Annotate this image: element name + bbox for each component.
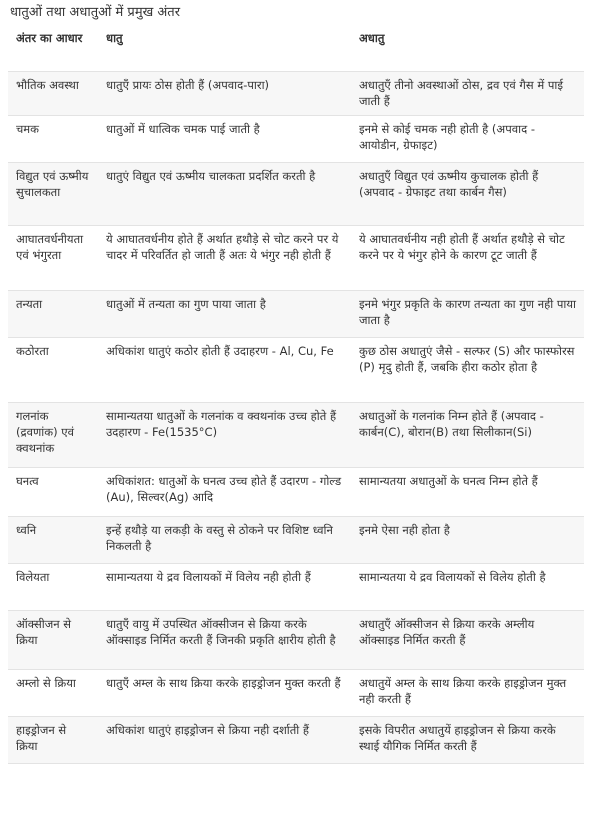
cell-nonmetal: अधातुओं के गलनांक निम्न होते हैं (अपवाद - कार्बन(C), बोरान(B) तथा सिलीकान(Si) [351,403,584,468]
cell-nonmetal: सामान्यतया अधातुओं के घनत्व निम्न होते हैं [351,468,584,517]
table-row [8,338,584,403]
cell-metal: धातुएं विद्युत एवं ऊष्मीय चालकता प्रदर्शित करती है [98,163,351,226]
table-row [8,670,584,717]
cell-metal: अधिकांश धातुएं कठोर होती हैं उदाहरण - Al, Cu, Fe [98,338,351,403]
cell-basis: गलनांक (द्रवणांक) एवं क्वथनांक [8,403,98,468]
cell-metal: सामान्यतया धातुओं के गलनांक व क्वथनांक उच्च होते हैं उदहारण - Fe(1535°C) [98,403,351,468]
cell-basis: विद्युत एवं ऊष्मीय सुचालकता [8,163,98,226]
cell-nonmetal: इनमे भंगुर प्रकृति के कारण तन्यता का गुण नही पाया जाता है [351,291,584,338]
cell-nonmetal: अधातुएँ विद्युत एवं ऊष्मीय कुचालक होती हैं (अपवाद - ग्रेफाइट तथा कार्बन गैस) [351,163,584,226]
table-row [8,468,584,517]
table-row [8,564,584,611]
cell-metal: धातुओं में तन्यता का गुण पाया जाता है [98,291,351,338]
cell-metal: धातुएँ प्रायः ठोस होती हैं (अपवाद-पारा) [98,72,351,116]
cell-basis: ध्वनि [8,517,98,564]
cell-basis: विलेयता [8,564,98,611]
table-row [8,517,584,564]
table-row [8,717,584,764]
cell-nonmetal: सामान्यतया ये द्रव विलायकों से विलेय होती है [351,564,584,611]
column-header-nonmetal: अधातु [351,22,584,72]
table-row [8,403,584,468]
table-row [8,291,584,338]
table-row [8,226,584,291]
cell-basis: कठोरता [8,338,98,403]
cell-metal: सामान्यतया ये द्रव विलायकों में विलेय नही होती हैं [98,564,351,611]
cell-nonmetal: इसके विपरीत अधातुयें हाइड्रोजन से क्रिया करके स्थाई यौगिक निर्मित करती हैं [351,717,584,764]
table-row [8,163,584,226]
cell-nonmetal: इनमे से कोई चमक नही होती है (अपवाद - आयोडीन, ग्रेफाइट) [351,116,584,163]
table-row [8,72,584,116]
cell-metal: धातुओं में धात्विक चमक पाई जाती है [98,116,351,163]
cell-nonmetal: कुछ ठोस अधातुएं जैसे - सल्फर (S) और फास्फोरस (P) मृदु होती हैं, जबकि हीरा कठोर होता है [351,338,584,403]
cell-metal: धातुएँ अम्ल के साथ क्रिया करके हाइड्रोजन मुक्त करती हैं [98,670,351,717]
cell-nonmetal: अधातुएँ तीनो अवस्थाओं ठोस, द्रव एवं गैस में पाई जाती हैं [351,72,584,116]
column-header-basis: अंतर का आधार [8,22,98,72]
cell-basis: तन्यता [8,291,98,338]
table-header-row [8,22,584,72]
table-body [8,72,584,764]
page-title: धातुओं तथा अधातुओं में प्रमुख अंतर [10,5,181,20]
table-row [8,611,584,670]
cell-basis: घनत्व [8,468,98,517]
cell-nonmetal: अधातुयें अम्ल के साथ क्रिया करके हाइड्रोजन मुक्त नही करती हैं [351,670,584,717]
cell-basis: हाइड्रोजन से क्रिया [8,717,98,764]
cell-basis: ऑक्सीजन से क्रिया [8,611,98,670]
cell-nonmetal: अधातुएँ ऑक्सीजन से क्रिया करके अम्लीय ऑक्साइड निर्मित करती हैं [351,611,584,670]
cell-nonmetal: ये आघातवर्धनीय नही होती हैं अर्थात हथौड़े से चोट करने पर ये भंगुर होने के कारण टूट जाती हैं [351,226,584,291]
cell-basis: अम्लो से क्रिया [8,670,98,717]
table-row [8,116,584,163]
cell-nonmetal: इनमे ऐसा नही होता है [351,517,584,564]
cell-metal: अधिकांश धातुएं हाइड्रोजन से क्रिया नही दर्शाती हैं [98,717,351,764]
cell-metal: धातुएँ वायु में उपस्थित ऑक्सीजन से क्रिया करके ऑक्साइड निर्मित करती हैं जिनकी प्रकृति क्षारीय होती है [98,611,351,670]
cell-basis: आघातवर्धनीयता एवं भंगुरता [8,226,98,291]
cell-metal: ये आघातवर्धनीय होते हैं अर्थात हथौड़े से चोट करने पर ये चादर में परिवर्तित हो जाती हैं अतः ये भंगुर नही होती हैं [98,226,351,291]
column-header-metal: धातु [98,22,351,72]
cell-metal: अधिकांशत: धातुओं के घनत्व उच्च होते हैं उदारण - गोल्ड (Au), सिल्वर(Ag) आदि [98,468,351,517]
cell-metal: इन्हें हथौड़े या लकड़ी के वस्तु से ठोकने पर विशिष्ट ध्वनि निकलती है [98,517,351,564]
cell-basis: चमक [8,116,98,163]
cell-basis: भौतिक अवस्था [8,72,98,116]
comparison-table [8,22,584,764]
